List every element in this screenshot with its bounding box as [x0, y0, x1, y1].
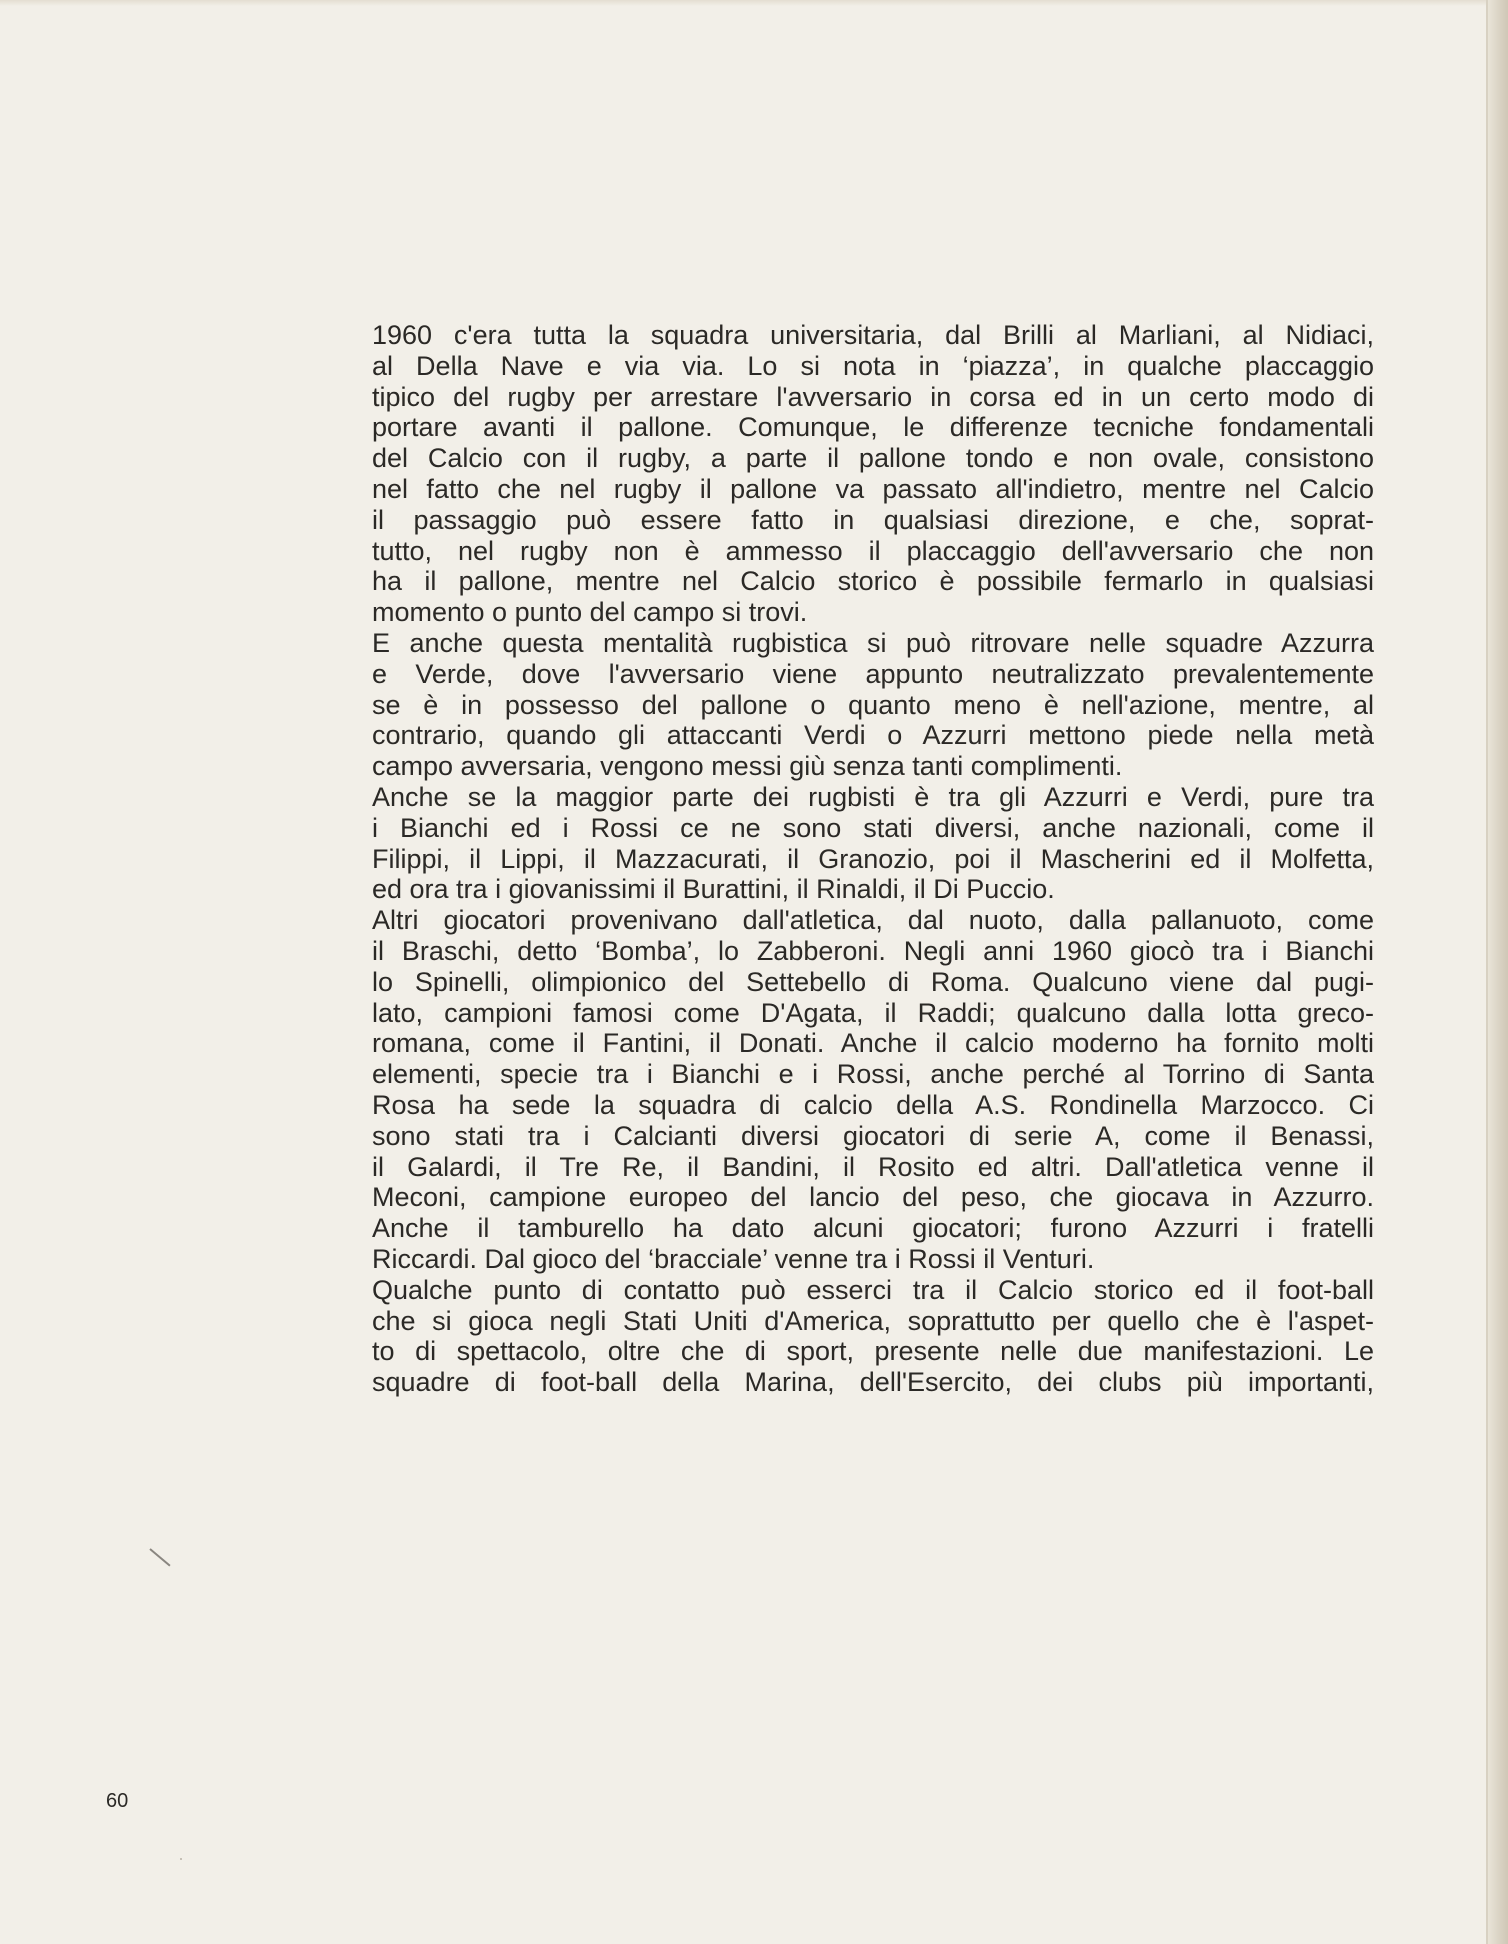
text-line: Qualche punto di contatto può esserci tra il Calcio storico ed il foot-ball [372, 1274, 1374, 1305]
text-line: Anche se la maggior parte dei rugbisti è tra gli Azzurri e Verdi, pure tra [372, 781, 1374, 812]
page-number: 60 [106, 1790, 129, 1812]
text-line: E anche questa mentalità rugbistica si può ritrovare nelle squadre Azzurra [372, 627, 1374, 658]
text-line: il Galardi, il Tre Re, il Bandini, il Rosito ed altri. Dall'atletica venne il [372, 1151, 1374, 1182]
text-line: portare avanti il pallone. Comunque, le differenze tecniche fondamentali [372, 412, 1374, 443]
body-text [372, 320, 1374, 1398]
text-line: to di spettacolo, oltre che di sport, presente nelle due manifestazioni. Le [372, 1336, 1374, 1367]
text-line: al Della Nave e via via. Lo si nota in ‘piazza’, in qualche placcaggio [372, 350, 1374, 381]
pencil-mark [149, 1548, 170, 1566]
text-line: lato, campioni famosi come D'Agata, il Raddi; qualcuno dalla lotta greco- [372, 997, 1374, 1028]
text-line: Riccardi. Dal gioco del ‘bracciale’ venne tra i Rossi il Venturi. [372, 1243, 1095, 1274]
text-line: squadre di foot-ball della Marina, dell'Esercito, dei clubs più importanti, [372, 1367, 1374, 1398]
text-line: ed ora tra i giovanissimi il Burattini, il Rinaldi, il Di Puccio. [372, 874, 1055, 905]
page-right-edge [1488, 0, 1508, 1944]
text-line: se è in possesso del pallone o quanto meno è nell'azione, mentre, al [372, 689, 1374, 720]
text-line: tutto, nel rugby non è ammesso il placcaggio dell'avversario che non [372, 535, 1374, 566]
text-line: Altri giocatori provenivano dall'atletica, dal nuoto, dalla pallanuoto, come [372, 905, 1374, 936]
text-line: tipico del rugby per arrestare l'avversario in corsa ed in un certo modo di [372, 381, 1374, 412]
text-line: nel fatto che nel rugby il pallone va passato all'indietro, mentre nel Calcio [372, 473, 1374, 504]
text-line: lo Spinelli, olimpionico del Settebello di Roma. Qualcuno viene dal pugi- [372, 966, 1374, 997]
text-line: Anche il tamburello ha dato alcuni giocatori; furono Azzurri i fratelli [372, 1213, 1374, 1244]
text-line: campo avversaria, vengono messi giù senza tanti complimenti. [372, 751, 1123, 782]
text-line: i Bianchi ed i Rossi ce ne sono stati diversi, anche nazionali, come il [372, 812, 1374, 843]
text-line: del Calcio con il rugby, a parte il pallone tondo e non ovale, consistono [372, 443, 1374, 474]
text-line: sono stati tra i Calcianti diversi giocatori di serie A, come il Benassi, [372, 1120, 1374, 1151]
text-line: romana, come il Fantini, il Donati. Anche il calcio moderno ha fornito molti [372, 1028, 1374, 1059]
paper-speck [180, 1858, 182, 1860]
text-line: elementi, specie tra i Bianchi e i Rossi, anche perché al Torrino di Santa [372, 1059, 1374, 1090]
text-line: che si gioca negli Stati Uniti d'America, soprattutto per quello che è l'aspet- [372, 1305, 1374, 1336]
text-line: e Verde, dove l'avversario viene appunto neutralizzato prevalentemente [372, 658, 1374, 689]
text-line: ha il pallone, mentre nel Calcio storico è possibile fermarlo in qualsiasi [372, 566, 1374, 597]
text-line: 1960 c'era tutta la squadra universitaria, dal Brilli al Marliani, al Nidiaci, [372, 320, 1374, 350]
page-top-shadow [0, 0, 1508, 6]
text-line: Rosa ha sede la squadra di calcio della A.S. Rondinella Marzocco. Ci [372, 1089, 1374, 1120]
text-line: il passaggio può essere fatto in qualsiasi direzione, e che, soprat- [372, 504, 1374, 535]
text-line: il Braschi, detto ‘Bomba’, lo Zabberoni. Negli anni 1960 giocò tra i Bianchi [372, 935, 1374, 966]
text-line: Filippi, il Lippi, il Mazzacurati, il Granozio, poi il Mascherini ed il Molfetta, [372, 843, 1374, 874]
text-line: Meconi, campione europeo del lancio del peso, che giocava in Azzurro. [372, 1182, 1374, 1213]
text-line: contrario, quando gli attaccanti Verdi o Azzurri mettono piede nella metà [372, 720, 1374, 751]
text-line: momento o punto del campo si trovi. [372, 597, 808, 628]
